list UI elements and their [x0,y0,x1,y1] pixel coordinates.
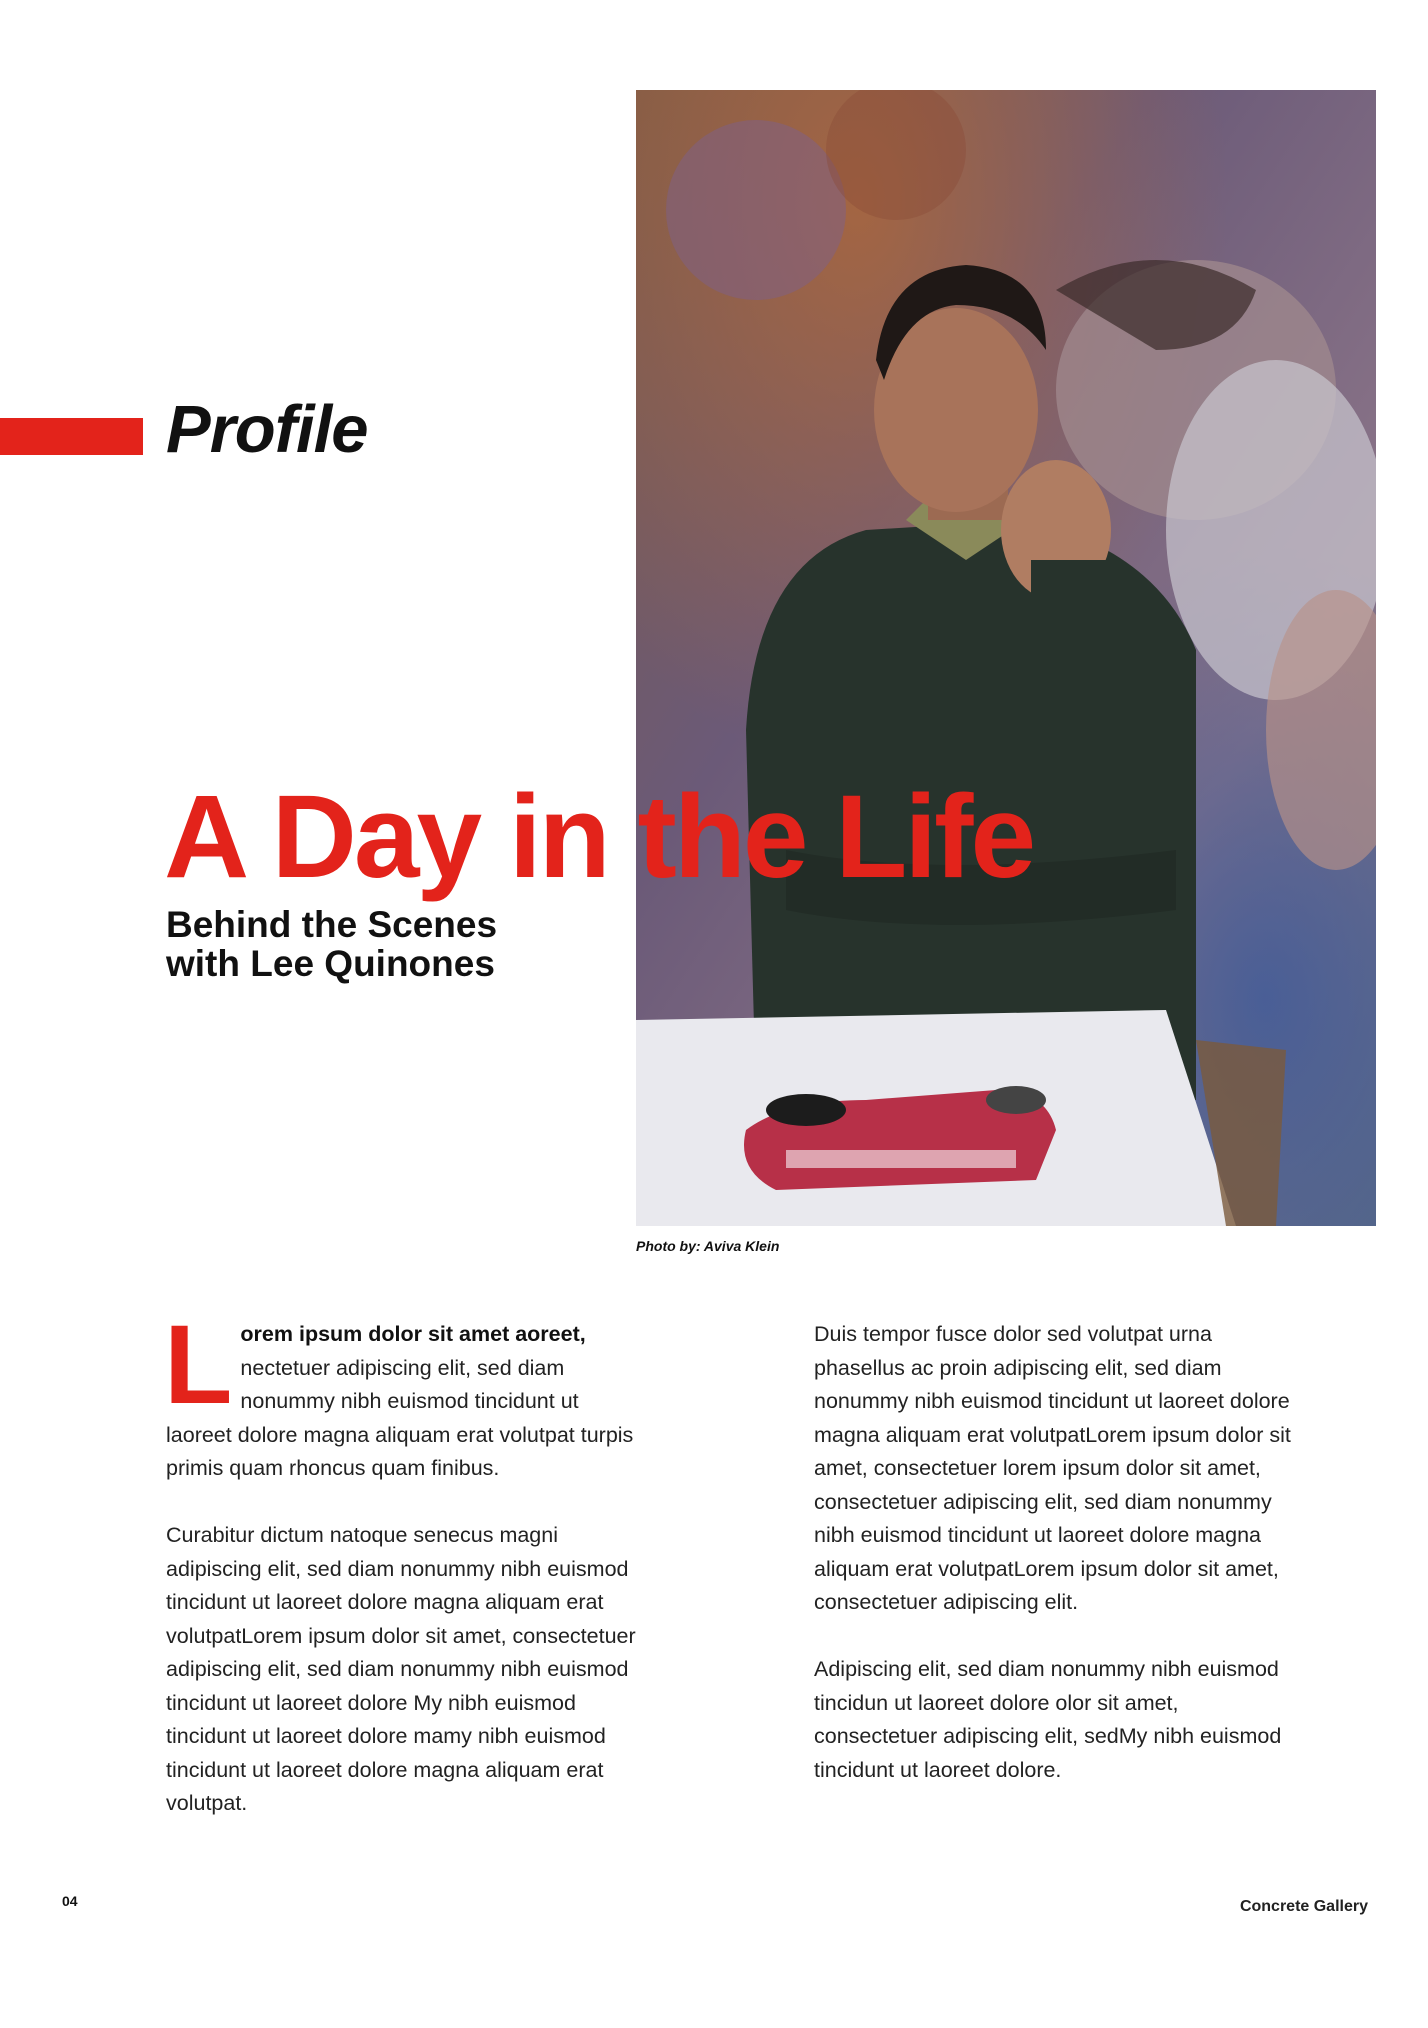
body-column-left [164,1302,636,1854]
subhead-line-1: Behind the Scenes [166,904,498,945]
body-column-right [814,1318,1294,1821]
drop-cap: L [164,1302,233,1427]
publication-name: Concrete Gallery [1239,1898,1368,1915]
photo-caption: Photo by: Aviva Klein [636,1238,780,1254]
body-paragraph-2: Curabitur dictum natoque senecus magni adipiscing elit, sed diam nonummy nibh euismod tincidunt ut laoreet dolore magna aliquam erat volutpatLorem ipsum dolor sit amet, consectetuer adipiscing elit, sed diam nonummy nibh euismod tincidunt ut laoreet dolore My nibh euismod tincidunt ut laoreet dolore mamy nibh euismod tincidunt ut laoreet dolore magna aliquam erat volutpat. [166,1523,636,1815]
article-subhead [166,906,497,984]
section-label: Profile [166,392,368,467]
body-paragraph-3: Duis tempor fusce dolor sed volutpat urna phasellus ac proin adipiscing elit, sed diam nonummy nibh euismod tincidunt ut laoreet dolore magna aliquam erat volutpatLorem ipsum dolor sit amet, consectetuer lorem ipsum dolor sit amet, consectetuer adipiscing elit, sed diam nonummy nibh euismod tincidunt ut laoreet dolore magna aliquam erat volutpatLorem ipsum dolor sit amet, consectetuer adipiscing elit. [814,1322,1291,1614]
body-paragraph-1 [164,1302,636,1486]
paragraph-1-text: nectetuer adipiscing elit, sed diam nonummy nibh euismod tincidunt ut laoreet dolore magna aliquam erat volutpat turpis primis quam rhoncus quam finibus. [166,1355,634,1480]
artist-portrait-photo [636,90,1376,1226]
body-paragraph-4: Adipiscing elit, sed diam nonummy nibh euismod tincidun ut laoreet dolore olor sit amet, consectetuer adipiscing elit, sedMy nibh euismod tincidunt ut laoreet dolore. [814,1657,1282,1782]
lead-in-text: orem ipsum dolor sit amet aoreet, [240,1322,586,1346]
car-drawing [744,1086,1056,1190]
article-headline: A Day in the Life [164,771,1034,903]
page-number: 04 [62,1893,78,1909]
portrait-illustration [636,90,1376,1226]
subhead-line-2: with Lee Quinones [166,942,495,984]
section-accent-bar [0,418,143,455]
